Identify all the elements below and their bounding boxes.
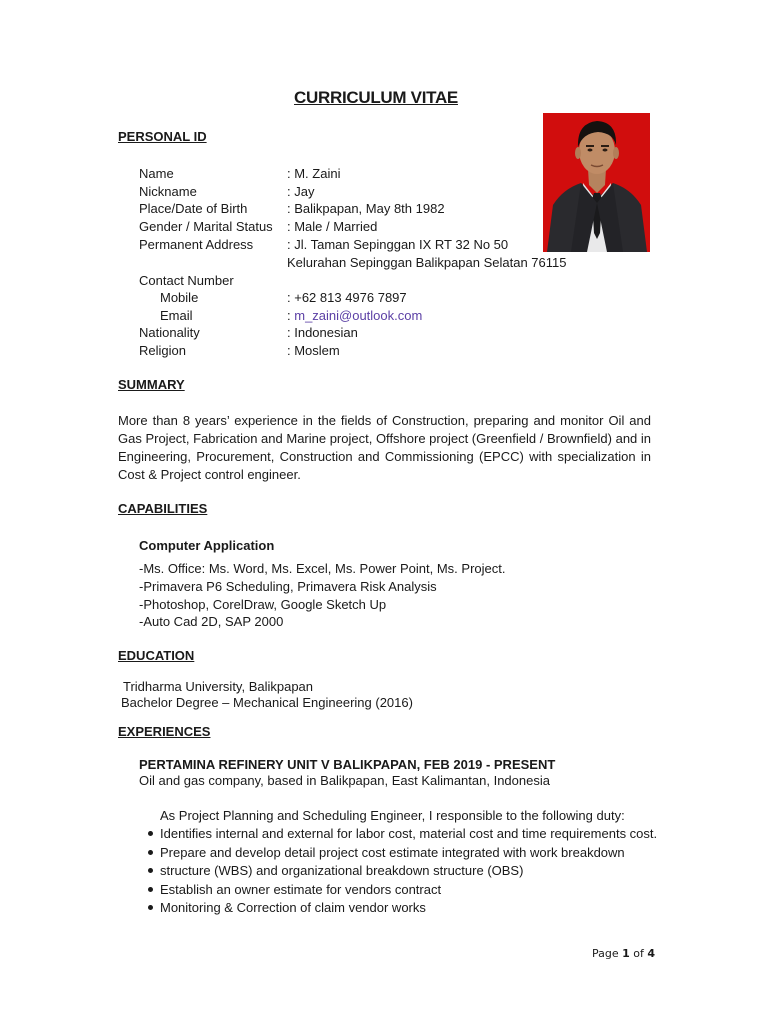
- experiences-heading: EXPERIENCES: [118, 724, 211, 739]
- bullet-icon: [148, 887, 153, 892]
- personal-label-nickname: Nickname: [139, 183, 197, 199]
- company-description: Oil and gas company, based in Balikpapan, East Kalimantan, Indonesia: [139, 773, 550, 788]
- duty-item: [145, 844, 657, 863]
- personal-label-gender: Gender / Marital Status: [139, 219, 273, 234]
- capability-item: -Auto Cad 2D, SAP 2000: [139, 614, 284, 629]
- bullet-icon: [148, 905, 153, 910]
- personal-value-address: : Jl. Taman Sepinggan IX RT 32 No 50: [287, 237, 509, 252]
- personal-value-email: [287, 307, 422, 324]
- personal-label-nationality: Nationality: [139, 325, 200, 340]
- personal-value-nickname: : Jay: [287, 183, 315, 199]
- email-colon: :: [287, 307, 295, 323]
- bullet-icon: [148, 831, 153, 836]
- education-institution: Tridharma University, Balikpapan: [123, 679, 314, 694]
- bullet-icon: [148, 850, 153, 855]
- education-heading: EDUCATION: [118, 648, 195, 663]
- email-link[interactable]: m_zaini@outlook.com: [294, 307, 423, 323]
- personal-id-heading: PERSONAL ID: [118, 129, 207, 144]
- duty-text: Establish an owner estimate for vendors contract: [160, 881, 442, 897]
- duty-item: [145, 881, 657, 900]
- capability-item: -Primavera P6 Scheduling, Primavera Risk Analysis: [139, 579, 437, 594]
- duty-text: Monitoring & Correction of claim vendor works: [160, 900, 426, 916]
- bullet-icon: [148, 868, 153, 873]
- duty-text: Identifies internal and external for labor cost, material cost and time requirements cost.: [160, 826, 658, 841]
- personal-value-nationality: : Indonesian: [287, 325, 358, 340]
- personal-label-birth: Place/Date of Birth: [139, 201, 248, 216]
- personal-label-email: Email: [160, 307, 193, 323]
- duty-item: [145, 825, 657, 844]
- page-current: 1: [622, 947, 630, 960]
- duty-item: [145, 862, 657, 881]
- duty-text: structure (WBS) and organizational breakdown structure (OBS): [160, 863, 524, 879]
- duty-intro: As Project Planning and Scheduling Engineer, I responsible to the following duty:: [160, 808, 625, 823]
- duty-item: [145, 899, 657, 918]
- duty-list: [145, 825, 657, 918]
- personal-label-mobile: Mobile: [160, 290, 199, 305]
- page-number: [592, 947, 655, 960]
- portrait-illustration: [543, 113, 650, 252]
- summary-heading: SUMMARY: [118, 377, 185, 392]
- job-title: PERTAMINA REFINERY UNIT V BALIKPAPAN, FEB 2019 - PRESENT: [139, 757, 556, 772]
- personal-label-contact: Contact Number: [139, 272, 234, 288]
- of-word: of: [633, 947, 644, 960]
- personal-value-address-line2: Kelurahan Sepinggan Balikpapan Selatan 76115: [287, 255, 567, 270]
- capability-item: -Photoshop, CorelDraw, Google Sketch Up: [139, 597, 387, 612]
- personal-value-gender: : Male / Married: [287, 219, 378, 234]
- capability-item: -Ms. Office: Ms. Word, Ms. Excel, Ms. Power Point, Ms. Project.: [139, 561, 506, 576]
- personal-label-name: Name: [139, 166, 174, 181]
- document-title: CURRICULUM VITAE: [294, 88, 458, 107]
- profile-photo: [543, 113, 650, 252]
- duty-text: Prepare and develop detail project cost estimate integrated with work breakdown: [160, 844, 625, 860]
- personal-value-mobile: : +62 813 4976 7897: [287, 290, 407, 305]
- personal-label-religion: Religion: [139, 343, 186, 358]
- page-word: Page: [592, 947, 619, 960]
- education-degree: Bachelor Degree – Mechanical Engineering (2016): [121, 695, 413, 710]
- page-total: 4: [647, 947, 656, 960]
- personal-value-religion: : Moslem: [287, 343, 340, 358]
- capabilities-heading: CAPABILITIES: [118, 501, 208, 516]
- summary-text: More than 8 years’ experience in the fields of Construction, preparing and monitor Oil and Gas Project, Fabrication and Marine project, Offshore project (Greenfield / Brownfield) and in Engineering, Procurement, Construction and Commissioning (EPCC) with specialization in Cost & Project control engineer.: [118, 413, 652, 482]
- computer-application-subheading: Computer Application: [139, 538, 275, 553]
- personal-value-name: : M. Zaini: [287, 166, 341, 181]
- personal-value-birth: : Balikpapan, May 8th 1982: [287, 201, 445, 216]
- personal-label-address: Permanent Address: [139, 237, 254, 252]
